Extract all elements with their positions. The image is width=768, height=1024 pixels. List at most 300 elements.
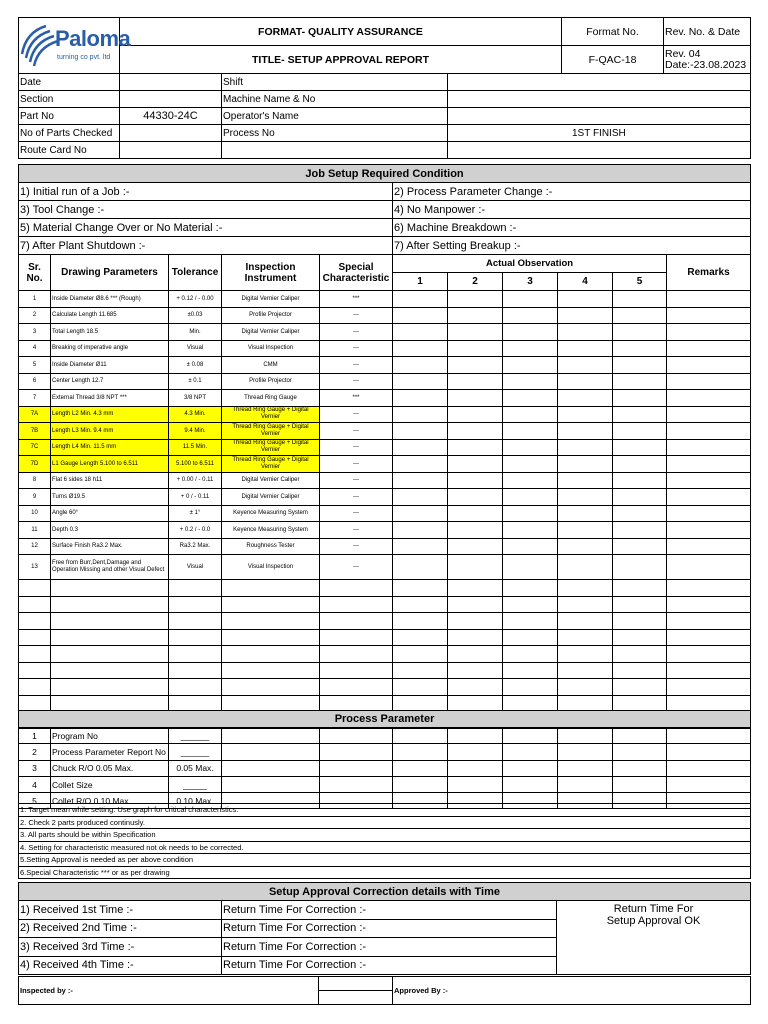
special-char-cell: *** [320,390,393,407]
parameter-cell: Turns Ø19.5 [51,489,169,506]
pp-entry-cell[interactable] [667,744,751,760]
pp-value-cell: ______ [169,744,222,760]
table-row [19,307,751,324]
special-char-cell: --- [320,538,393,555]
return-correction-2[interactable]: Return Time For Correction :- [222,919,557,938]
blank-cell[interactable] [19,580,51,597]
route-card-field[interactable] [120,142,222,159]
blank-cell[interactable] [222,613,320,630]
observation-cell[interactable] [613,390,667,407]
blank-cell[interactable] [613,629,667,646]
observation-cell[interactable] [558,291,613,308]
observation-cell[interactable] [448,439,503,456]
instrument-cell: Visual Inspection [222,555,320,580]
return-correction-1[interactable]: Return Time For Correction :- [222,901,557,920]
route-card-blank [222,142,448,159]
remarks-cell[interactable] [667,373,751,390]
return-correction-4[interactable]: Return Time For Correction :- [222,956,557,975]
sr-cell: 3 [19,324,51,341]
blank-cell[interactable] [222,580,320,597]
observation-cell[interactable] [448,307,503,324]
pp-entry-cell[interactable] [558,744,613,760]
blank-cell[interactable] [448,596,503,613]
observation-cell[interactable] [503,505,558,522]
pp-entry-cell[interactable] [393,728,448,744]
observation-cell[interactable] [558,423,613,440]
tolerance-cell: + 0.2 / - 0.0 [169,522,222,539]
blank-cell[interactable] [667,596,751,613]
observation-cell[interactable] [558,340,613,357]
pp-entry-cell[interactable] [393,744,448,760]
observation-cell[interactable] [503,555,558,580]
sr-cell: 1 [19,291,51,308]
signoff-table [18,976,751,1005]
observation-cell[interactable] [393,522,448,539]
blank-cell[interactable] [169,662,222,679]
observation-cell[interactable] [503,406,558,423]
obs-col-1: 1 [393,273,448,291]
parameter-cell: Calculate Length 11.685 [51,307,169,324]
sr-cell: 2 [19,307,51,324]
blank-cell[interactable] [503,679,558,696]
blank-cell[interactable] [51,629,169,646]
observation-cell[interactable] [613,538,667,555]
observation-cell[interactable] [393,456,448,473]
observation-cell[interactable] [448,555,503,580]
observation-cell[interactable] [448,538,503,555]
blank-cell[interactable] [503,613,558,630]
observation-cell[interactable] [558,489,613,506]
blank-cell[interactable] [393,679,448,696]
pp-entry-cell[interactable] [448,760,503,776]
sr-cell: 7A [19,406,51,423]
observation-cell[interactable] [448,522,503,539]
pp-entry-cell[interactable] [320,744,393,760]
remarks-cell[interactable] [667,505,751,522]
observation-cell[interactable] [558,307,613,324]
blank-cell[interactable] [667,646,751,663]
col-special-characteristic: Special Characteristic [320,255,393,291]
remarks-cell[interactable] [667,472,751,489]
blank-cell[interactable] [393,613,448,630]
observation-cell[interactable] [448,291,503,308]
remarks-cell[interactable] [667,406,751,423]
col-inspection-instrument: Inspection Instrument [222,255,320,291]
observation-cell[interactable] [503,522,558,539]
observation-cell[interactable] [613,340,667,357]
blank-cell[interactable] [667,629,751,646]
remarks-cell[interactable] [667,390,751,407]
blank-cell[interactable] [503,629,558,646]
obs-col-3: 3 [503,273,558,291]
observation-cell[interactable] [558,538,613,555]
blank-cell[interactable] [503,596,558,613]
observation-cell[interactable] [393,423,448,440]
blank-cell[interactable] [613,580,667,597]
blank-cell[interactable] [558,613,613,630]
process-parameter-row [19,776,751,792]
tolerance-cell: Min. [169,324,222,341]
blank-cell[interactable] [19,629,51,646]
parameter-cell: Surface Finish Ra3.2 Max. [51,538,169,555]
blank-cell[interactable] [667,679,751,696]
blank-cell[interactable] [448,646,503,663]
observation-cell[interactable] [558,472,613,489]
blank-cell[interactable] [51,679,169,696]
observation-cell[interactable] [448,406,503,423]
table-row [19,406,751,423]
rev-info [664,46,751,74]
blank-cell[interactable] [19,662,51,679]
observation-cell[interactable] [448,456,503,473]
observation-cell[interactable] [613,357,667,374]
sr-cell: 7B [19,423,51,440]
remarks-cell[interactable] [667,555,751,580]
parameter-cell: Angle 60° [51,505,169,522]
blank-cell[interactable] [51,580,169,597]
special-char-cell: --- [320,373,393,390]
blank-cell[interactable] [320,662,393,679]
observation-cell[interactable] [393,357,448,374]
pp-entry-cell[interactable] [222,744,320,760]
blank-cell[interactable] [320,629,393,646]
pp-entry-cell[interactable] [503,728,558,744]
observation-cell[interactable] [448,423,503,440]
blank-cell[interactable] [320,679,393,696]
observation-cell[interactable] [448,357,503,374]
pp-entry-cell[interactable] [448,776,503,792]
observation-cell[interactable] [393,291,448,308]
blank-cell[interactable] [558,580,613,597]
received-4[interactable]: 4) Received 4th Time :- [19,956,222,975]
col-tolerance: Tolerance [169,255,222,291]
blank-cell[interactable] [448,679,503,696]
note-item: 1. Target mean while setting. Use graph for critical characteristics. [19,804,751,817]
remarks-cell[interactable] [667,489,751,506]
observation-cell[interactable] [393,538,448,555]
observation-cell[interactable] [558,406,613,423]
remarks-cell[interactable] [667,357,751,374]
condition-item: 3) Tool Change :- [19,201,393,219]
pp-entry-cell[interactable] [503,776,558,792]
observation-cell[interactable] [393,324,448,341]
pp-name-cell: Chuck R/O 0.05 Max. [51,760,169,776]
process-value[interactable]: 1ST FINISH [448,125,751,142]
observation-cell[interactable] [558,456,613,473]
remarks-cell[interactable] [667,291,751,308]
pp-entry-cell[interactable] [320,728,393,744]
blank-cell[interactable] [448,613,503,630]
blank-cell[interactable] [320,596,393,613]
observation-cell[interactable] [558,324,613,341]
blank-cell[interactable] [613,613,667,630]
blank-cell[interactable] [19,613,51,630]
observation-cell[interactable] [503,538,558,555]
section-field[interactable] [120,91,222,108]
pp-value-cell: _____ [169,776,222,792]
blank-cell[interactable] [503,580,558,597]
received-1[interactable]: 1) Received 1st Time :- [19,901,222,920]
observation-cell[interactable] [503,340,558,357]
sr-cell: 8 [19,472,51,489]
blank-cell[interactable] [503,662,558,679]
blank-cell[interactable] [448,580,503,597]
pp-entry-cell[interactable] [667,760,751,776]
observation-cell[interactable] [503,456,558,473]
pp-entry-cell[interactable] [448,728,503,744]
remarks-cell[interactable] [667,307,751,324]
blank-cell[interactable] [667,613,751,630]
blank-cell[interactable] [448,629,503,646]
pp-entry-cell[interactable] [222,728,320,744]
sr-cell: 9 [19,489,51,506]
blank-cell[interactable] [558,629,613,646]
machine-field[interactable] [448,91,751,108]
blank-cell[interactable] [448,662,503,679]
sr-cell: 13 [19,555,51,580]
observation-cell[interactable] [558,373,613,390]
observation-cell[interactable] [503,324,558,341]
observation-cell[interactable] [393,472,448,489]
pp-entry-cell[interactable] [448,744,503,760]
sr-cell: 7C [19,439,51,456]
observation-cell[interactable] [613,307,667,324]
pp-entry-cell[interactable] [503,760,558,776]
instrument-cell: Digital Vernier Caliper [222,324,320,341]
observation-cell[interactable] [448,505,503,522]
remarks-cell[interactable] [667,324,751,341]
return-ok-cell[interactable] [557,901,751,975]
approved-by[interactable]: Approved By :- [393,977,751,1005]
blank-cell[interactable] [19,679,51,696]
observation-cell[interactable] [558,439,613,456]
remarks-cell[interactable] [667,522,751,539]
date-field[interactable] [120,74,222,91]
observation-cell[interactable] [503,423,558,440]
blank-cell[interactable] [613,646,667,663]
blank-cell[interactable] [222,646,320,663]
blank-cell[interactable] [393,596,448,613]
observation-cell[interactable] [393,439,448,456]
blank-cell[interactable] [613,662,667,679]
pp-entry-cell[interactable] [613,728,667,744]
blank-cell[interactable] [393,580,448,597]
pp-entry-cell[interactable] [613,760,667,776]
return-ok-line2: Setup Approval OK [606,915,701,927]
instrument-cell: Roughness Tester [222,538,320,555]
blank-cell[interactable] [667,580,751,597]
pp-entry-cell[interactable] [222,760,320,776]
section-label: Section [19,91,120,108]
observation-cell[interactable] [503,390,558,407]
observation-cell[interactable] [393,373,448,390]
part-no-value[interactable]: 44330-24C [120,108,222,125]
observation-cell[interactable] [503,357,558,374]
pp-entry-cell[interactable] [393,776,448,792]
blank-cell[interactable] [222,662,320,679]
remarks-cell[interactable] [667,538,751,555]
blank-cell[interactable] [667,662,751,679]
pp-entry-cell[interactable] [613,776,667,792]
observation-cell[interactable] [558,357,613,374]
parts-checked-field[interactable] [120,125,222,142]
instrument-cell: Profile Projector [222,373,320,390]
pp-entry-cell[interactable] [503,744,558,760]
blank-cell[interactable] [558,596,613,613]
blank-cell[interactable] [222,629,320,646]
observation-cell[interactable] [613,291,667,308]
observation-cell[interactable] [503,439,558,456]
pp-entry-cell[interactable] [558,728,613,744]
remarks-cell[interactable] [667,456,751,473]
company-logo [19,18,131,74]
parameter-cell: Length L2 Min. 4.3 mm [51,406,169,423]
date-label: Date [19,74,120,91]
blank-cell[interactable] [169,629,222,646]
observation-cell[interactable] [503,373,558,390]
instrument-cell: Keyence Measuring System [222,522,320,539]
table-row [19,538,751,555]
blank-cell[interactable] [19,596,51,613]
observation-cell[interactable] [393,340,448,357]
blank-cell[interactable] [503,646,558,663]
remarks-cell[interactable] [667,423,751,440]
parameter-cell: Length L3 Min. 9.4 mm [51,423,169,440]
observation-cell[interactable] [393,307,448,324]
col-actual-observation: Actual Observation [393,255,667,273]
sr-cell: 7D [19,456,51,473]
format-no-label: Format No. [562,18,664,46]
table-row [19,505,751,522]
observation-cell[interactable] [613,456,667,473]
observation-cell[interactable] [503,472,558,489]
observation-cell[interactable] [558,505,613,522]
blank-cell[interactable] [613,596,667,613]
observation-cell[interactable] [613,489,667,506]
remarks-cell[interactable] [667,340,751,357]
pp-entry-cell[interactable] [558,760,613,776]
observation-cell[interactable] [558,390,613,407]
observation-cell[interactable] [393,555,448,580]
pp-entry-cell[interactable] [320,760,393,776]
pp-entry-cell[interactable] [667,776,751,792]
pp-value-cell: ______ [169,728,222,744]
pp-entry-cell[interactable] [667,728,751,744]
pp-entry-cell[interactable] [613,744,667,760]
table-row [19,291,751,308]
blank-cell[interactable] [558,679,613,696]
blank-cell[interactable] [558,646,613,663]
observation-cell[interactable] [448,373,503,390]
observation-cell[interactable] [613,522,667,539]
observation-cell[interactable] [503,291,558,308]
blank-cell[interactable] [169,613,222,630]
table-row [19,390,751,407]
blank-cell[interactable] [558,662,613,679]
blank-cell[interactable] [222,596,320,613]
observation-cell[interactable] [558,522,613,539]
blank-cell[interactable] [320,646,393,663]
blank-cell[interactable] [51,646,169,663]
condition-item: 2) Process Parameter Change :- [393,183,751,201]
blank-cell[interactable] [19,646,51,663]
blank-cell[interactable] [169,646,222,663]
process-parameter-table [18,710,751,809]
process-parameter-title: Process Parameter [19,711,751,728]
tolerance-cell: 3/8 NPT [169,390,222,407]
blank-cell[interactable] [393,629,448,646]
pp-entry-cell[interactable] [558,776,613,792]
parameter-cell: Flat 6 sides 18 h11 [51,472,169,489]
sr-cell: 7 [19,390,51,407]
observation-cell[interactable] [503,489,558,506]
signoff-spacer-top [319,977,393,991]
pp-name-cell: Program No [51,728,169,744]
observation-cell[interactable] [448,340,503,357]
observation-cell[interactable] [613,423,667,440]
observation-cell[interactable] [613,406,667,423]
tolerance-cell: ± 0.08 [169,357,222,374]
pp-entry-cell[interactable] [222,776,320,792]
blank-cell[interactable] [613,679,667,696]
remarks-cell[interactable] [667,439,751,456]
observation-cell[interactable] [448,324,503,341]
observation-cell[interactable] [448,489,503,506]
blank-cell[interactable] [320,580,393,597]
inspected-by[interactable]: Inspected by :- [19,977,319,1005]
return-correction-3[interactable]: Return Time For Correction :- [222,938,557,957]
part-label: Part No [19,108,120,125]
blank-cell[interactable] [393,662,448,679]
observation-cell[interactable] [393,406,448,423]
observation-cell[interactable] [558,555,613,580]
observation-cell[interactable] [613,373,667,390]
observation-cell[interactable] [448,472,503,489]
pp-entry-cell[interactable] [393,760,448,776]
blank-cell[interactable] [320,613,393,630]
observation-cell[interactable] [613,324,667,341]
shift-field[interactable] [448,74,751,91]
blank-cell[interactable] [393,646,448,663]
blank-cell[interactable] [51,596,169,613]
blank-cell[interactable] [51,662,169,679]
pp-entry-cell[interactable] [320,776,393,792]
observation-cell[interactable] [613,555,667,580]
blank-cell[interactable] [51,613,169,630]
observation-cell[interactable] [613,439,667,456]
received-3[interactable]: 3) Received 3rd Time :- [19,938,222,957]
observation-cell[interactable] [503,307,558,324]
observation-cell[interactable] [613,472,667,489]
tolerance-cell: Visual [169,340,222,357]
blank-cell[interactable] [169,596,222,613]
blank-cell[interactable] [169,580,222,597]
empty-row [19,662,751,679]
format-no: F-QAC-18 [562,46,664,74]
operator-field[interactable] [448,108,751,125]
blank-cell[interactable] [169,679,222,696]
observation-cell[interactable] [613,505,667,522]
received-2[interactable]: 2) Received 2nd Time :- [19,919,222,938]
observation-cell[interactable] [448,390,503,407]
observation-cell[interactable] [393,390,448,407]
observation-cell[interactable] [393,505,448,522]
process-label: Process No [222,125,448,142]
table-row [19,489,751,506]
shift-label: Shift [222,74,448,91]
blank-cell[interactable] [222,679,320,696]
observation-cell[interactable] [393,489,448,506]
